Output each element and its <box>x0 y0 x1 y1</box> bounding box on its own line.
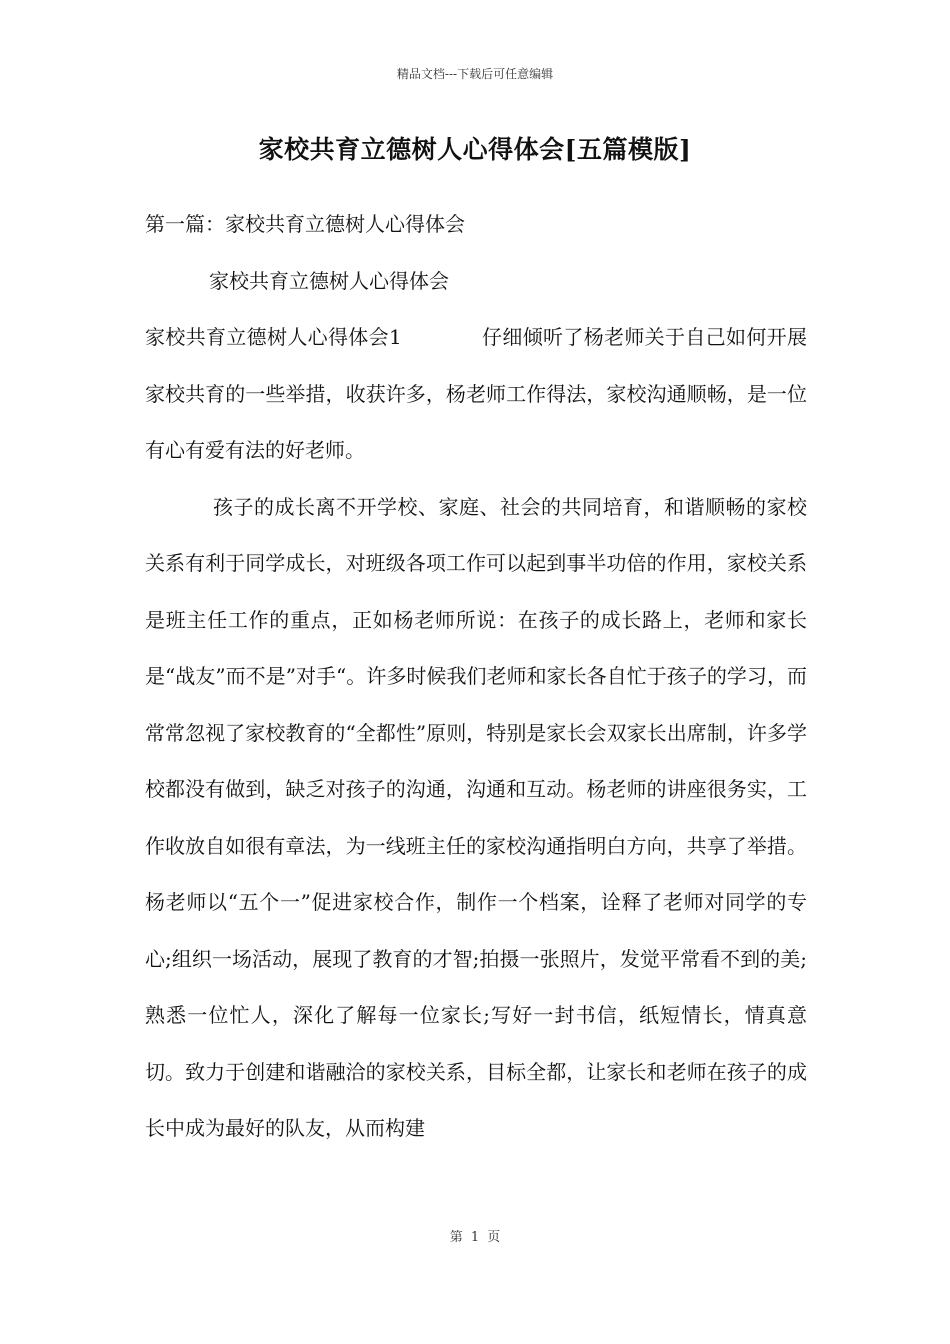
paragraph-1-text: 仔细倾听了杨老师关于自己如何开展家校共育的一些举措，收获许多，杨老师工作得法，家校沟通顺畅，是一位有心有爱有法的好老师。 <box>145 325 807 462</box>
sub-heading: 家校共育立德树人心得体会 <box>209 268 449 293</box>
paragraph-2: 孩子的成长离不开学校、家庭、社会的共同培育，和谐顺畅的家校关系有利于同学成长，对班级各项工作可以起到事半功倍的作用，家校关系是班主任工作的重点，正如杨老师所说：在孩子的成长路上，老师和家长是“战友”而不是”对手“。许多时候我们老师和家长各自忙于孩子的学习，而常常忽视了家校教育的“全都性”原则，特别是家长会双家长出席制，许多学校都没有做到，缺乏对孩子的沟通，沟通和互动。杨老师的讲座很务实，工作收放自如很有章法，为一线班主任的家校沟通指明白方向，共享了举措。杨老师以“五个一”促进家校合作，制作一个档案，诠释了老师对同学的专心;组织一场活动，展现了教育的才智;拍摄一张照片，发觉平常看不到的美;熟悉一位忙人，深化了解每一位家长;写好一封书信，纸短情长，情真意切。致力于创建和谐融洽的家校关系，目标全都，让家长和老师在孩子的成长中成为最好的队友，从而构建 <box>145 494 807 1140</box>
paragraph-1 <box>145 309 807 479</box>
document-body <box>145 196 807 1157</box>
page-number: 第 1 页 <box>449 1230 501 1245</box>
document-title: 家校共育立德树人心得体会[五篇模版] <box>258 135 692 164</box>
paragraph-1-lead: 家校共育立德树人心得体会1 <box>145 325 402 349</box>
header-note: 精品文档---下载后可任意编辑 <box>396 67 554 81</box>
section-heading: 第一篇：家校共育立德树人心得体会 <box>145 212 465 236</box>
